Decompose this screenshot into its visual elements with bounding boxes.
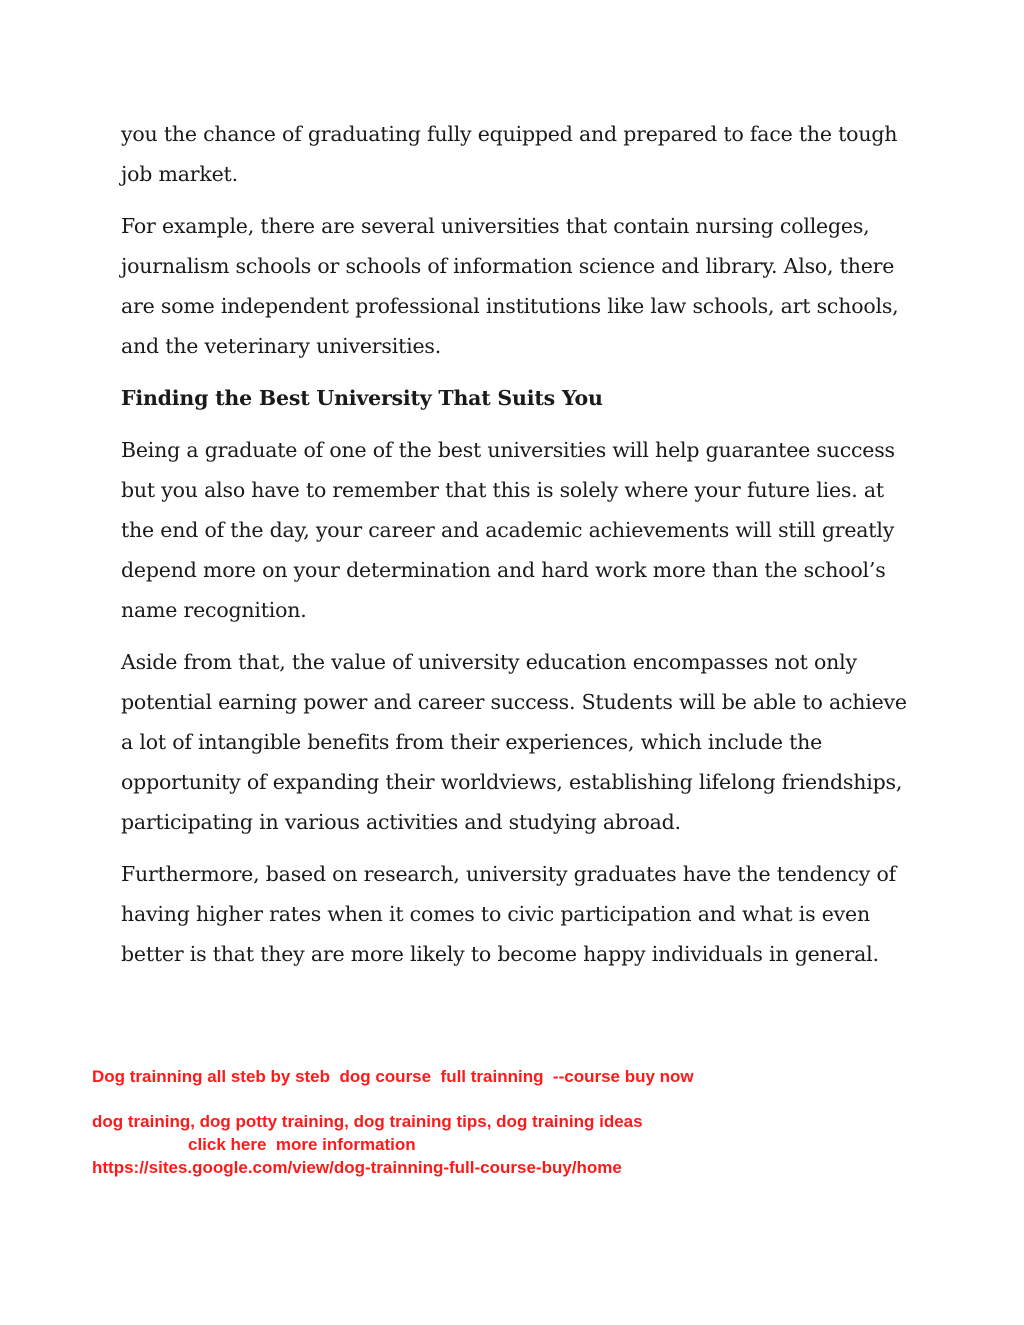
article-body — [121, 114, 911, 986]
paragraph-4: Aside from that, the value of university education encompasses not only potential earning power and career success. Students will be able to achieve a lot of intangible benefits from their experiences, which include the opportunity of expanding their worldviews, establishing lifelong friendships, participating in various activities and studying abroad. — [121, 650, 907, 834]
ad-line-course: Dog trainning all steb by steb dog course full trainning --course buy now — [92, 1067, 694, 1086]
section-heading: Finding the Best University That Suits You — [121, 386, 603, 410]
paragraph-1: you the chance of graduating fully equipped and prepared to face the tough job market. — [121, 122, 898, 186]
ad-click-here-link[interactable]: click here more information — [188, 1135, 416, 1154]
paragraph-5: Furthermore, based on research, university graduates have the tendency of having higher rates when it comes to civic participation and what is even better is that they are more likely to become happy individuals in general. — [121, 862, 897, 966]
paragraph-3: Being a graduate of one of the best universities will help guarantee success but you also have to remember that this is solely where your future lies. at the end of the day, your career and academic achievements will still greatly depend more on your determination and hard work more than the school’s name recognition. — [121, 438, 895, 622]
ad-url-link[interactable]: https://sites.google.com/view/dog-trainning-full-course-buy/home — [92, 1158, 622, 1177]
paragraph-2: For example, there are several universities that contain nursing colleges, journalism schools or schools of information science and library. Also, there are some independent professional institutions like law schools, art schools, and the veterinary universities. — [121, 214, 899, 358]
ad-line-keywords: dog training, dog potty training, dog training tips, dog training ideas — [92, 1112, 643, 1131]
